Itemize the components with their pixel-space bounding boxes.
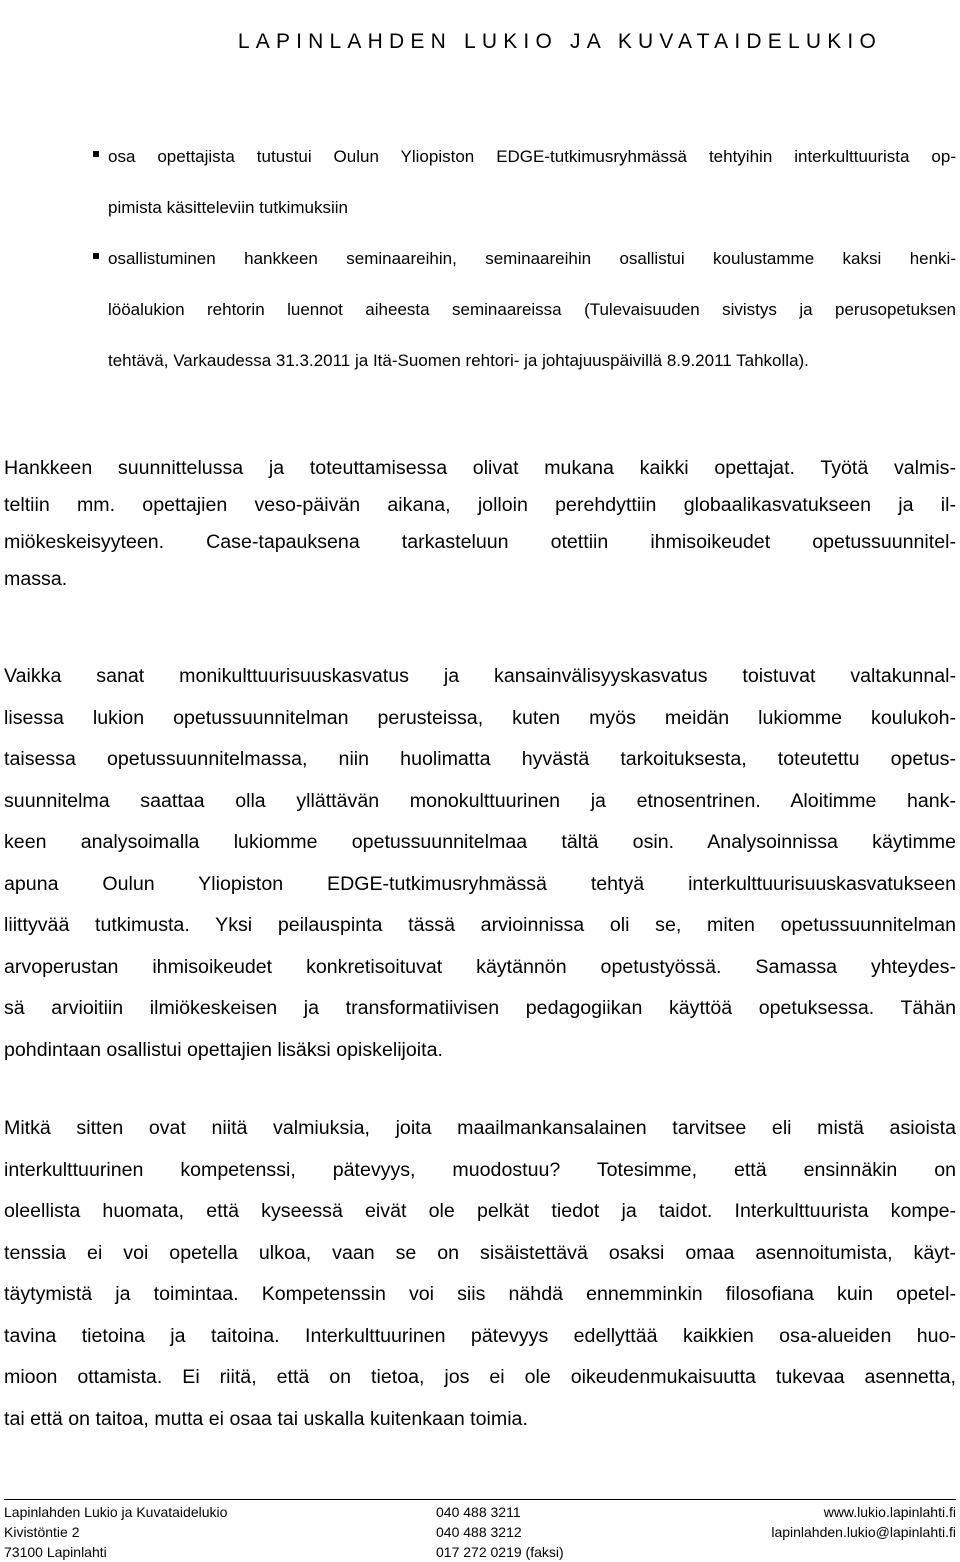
page-footer — [4, 1499, 956, 1562]
footer-email-link[interactable]: lapinlahden.lukio@lapinlahti.fi — [771, 1524, 956, 1540]
bullet-line: lööalukion rehtorin luennot aiheesta seminaareissa (Tulevaisuuden sivistys ja perusopetuksen — [108, 300, 956, 319]
bullet-square-icon — [93, 151, 99, 157]
footer-fax: 017 272 0219 (faksi) — [436, 1544, 564, 1560]
paragraph — [4, 450, 956, 598]
paragraph — [4, 658, 956, 1073]
paragraph-line: tenssia ei voi opetella ulkoa, vaan se on sisäistettävä osaksi omaa asennoitumista, käyt- — [4, 1241, 956, 1264]
paragraph-line: mioon ottamista. Ei riitä, että on tietoa, jos ei ole oikeudenmukaisuutta tukevaa asennetta, — [4, 1366, 956, 1388]
bullet-item — [108, 139, 956, 241]
footer-postal-address: 73100 Lapinlahti — [4, 1544, 107, 1560]
bullet-line: osa opettajista tutustui Oulun Yliopiston EDGE-tutkimusryhmässä tehtyihin interkulttuurista op- — [108, 147, 956, 166]
footer-row — [4, 1522, 956, 1542]
paragraph-line: interkulttuurinen kompetenssi, pätevyys, muodostuu? Totesimme, että ensinnäkin on — [4, 1158, 956, 1181]
paragraph-line: täytymistä ja toimintaa. Kompetenssin voi siis nähdä ennemminkin filosofiana kuin opetel- — [4, 1283, 956, 1305]
paragraph-line: miökeskeisyyteen. Case-tapauksena tarkasteluun otettiin ihmisoikeudet opetussuunnitel- — [4, 531, 956, 553]
paragraph-line: Hankkeen suunnittelussa ja toteuttamisessa olivat mukana kaikki opettajat. Työtä valmis- — [4, 457, 956, 479]
footer-website-link[interactable]: www.lukio.lapinlahti.fi — [823, 1504, 956, 1520]
paragraph-line: suunnitelma saattaa olla yllättävän monokulttuurinen ja etnosentrinen. Aloitimme hank- — [4, 789, 956, 812]
paragraph-line: arvoperustan ihmisoikeudet konkretisoituvat käytännön opetustyössä. Samassa yhteydes- — [4, 955, 956, 978]
paragraph-line: teltiin mm. opettajien veso-päivän aikana, jolloin perehdyttiin globaalikasvatukseen ja il- — [4, 494, 956, 516]
paragraph-line: sä arvioitiin ilmiökeskeisen ja transformatiivisen pedagogiikan käyttöä opetuksessa. Tähän — [4, 997, 956, 1019]
paragraph — [4, 1110, 956, 1442]
paragraph-line: tavina tietoina ja taitoina. Interkulttuurinen pätevyys edellyttää kaikkien osa-alueiden huo- — [4, 1324, 956, 1347]
paragraph-line: apuna Oulun Yliopiston EDGE-tutkimusryhmässä tehtyä interkulttuurisuuskasvatukseen — [4, 872, 956, 895]
paragraph-line: oleellista huomata, että kyseessä eivät ole pelkät tiedot ja taidot. Interkulttuurista kompe- — [4, 1200, 956, 1222]
footer-row — [4, 1502, 956, 1522]
paragraph-line: Vaikka sanat monikulttuurisuuskasvatus ja kansainvälisyyskasvatus toistuvat valtakunnal- — [4, 665, 956, 687]
paragraph-line: taisessa opetussuunnitelmassa, niin huolimatta hyvästä tarkoituksesta, toteutettu opetus- — [4, 748, 956, 770]
footer-phone: 040 488 3212 — [436, 1524, 522, 1540]
footer-street-address: Kivistöntie 2 — [4, 1524, 80, 1540]
paragraph-line: tai että on taitoa, mutta ei osaa tai uskalla kuitenkaan toimia. — [4, 1407, 528, 1430]
footer-school-name: Lapinlahden Lukio ja Kuvataidelukio — [4, 1504, 228, 1520]
bullet-line: osallistuminen hankkeen seminaareihin, seminaareihin osallistui koulustamme kaksi henki- — [108, 249, 956, 268]
bullet-line: pimista käsitteleviin tutkimuksiin — [108, 198, 348, 217]
paragraph-line: keen analysoimalla lukiomme opetussuunnitelmaa tältä osin. Analysoinnissa käytimme — [4, 831, 956, 853]
footer-row — [4, 1542, 956, 1562]
paragraph-line: pohdintaan osallistui opettajien lisäksi opiskelijoita. — [4, 1038, 443, 1061]
paragraph-line: massa. — [4, 568, 68, 590]
bullet-line: tehtävä, Varkaudessa 31.3.2011 ja Itä-Suomen rehtori- ja johtajuuspäivillä 8.9.2011 Tahkolla). — [108, 351, 809, 370]
footer-phone: 040 488 3211 — [436, 1504, 521, 1520]
footer-divider — [4, 1499, 956, 1500]
paragraph-line: Mitkä sitten ovat niitä valmiuksia, joita maailmankansalainen tarvitsee eli mistä asioista — [4, 1117, 956, 1139]
page-header: LAPINLAHDEN LUKIO JA KUVATAIDELUKIO — [237, 30, 882, 53]
paragraph-line: lisessa lukion opetussuunnitelman perusteissa, kuten myös meidän lukiomme koulukoh- — [4, 706, 956, 729]
bullet-list — [0, 139, 960, 394]
bullet-square-icon — [93, 253, 99, 259]
paragraph-line: liittyvää tutkimusta. Yksi peilauspinta tässä arvioinnissa oli se, miten opetussuunnitelman — [4, 914, 956, 936]
bullet-item — [108, 241, 956, 394]
